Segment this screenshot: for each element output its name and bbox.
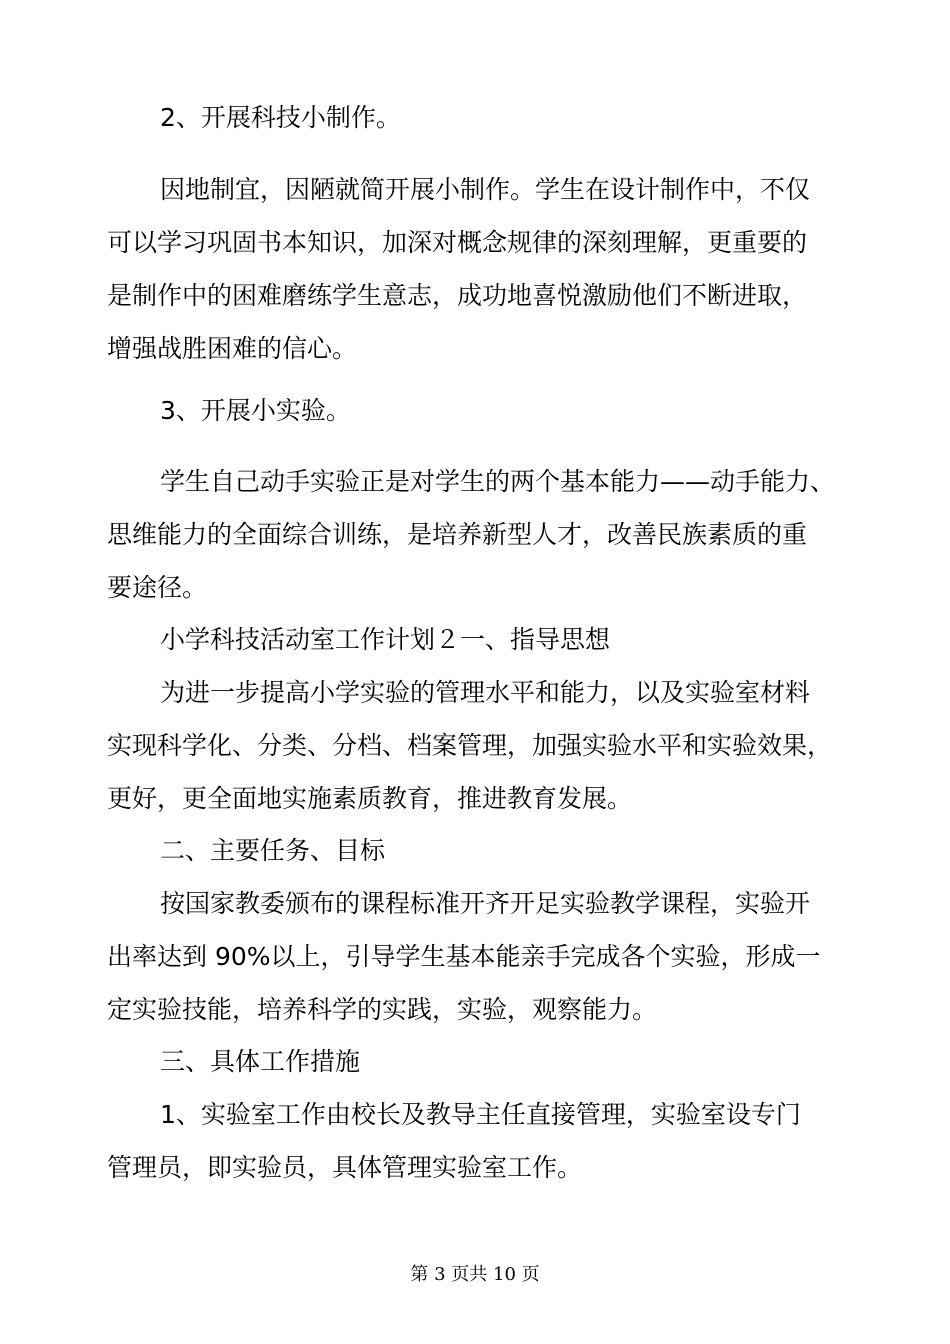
paragraph-line: 定实验技能，培养科学的实践，实验，观察能力。 bbox=[107, 995, 658, 1024]
page-number-footer: 第 3 页共 10 页 bbox=[410, 1264, 540, 1285]
paragraph-line: 按国家教委颁布的课程标准开齐开足实验教学课程，实验开 bbox=[160, 889, 811, 918]
paragraph-line: 因地制宜，因陋就简开展小制作。学生在设计制作中，不仅 bbox=[160, 175, 811, 204]
paragraph-line: 可以学习巩固书本知识，加深对概念规律的深刻理解，更重要的 bbox=[107, 228, 808, 257]
paragraph-line: 思维能力的全面综合训练，是培养新型人才，改善民族素质的重 bbox=[107, 520, 808, 549]
paragraph-line: 增强战胜困难的信心。 bbox=[107, 334, 358, 363]
section-title-main-tasks: 二、主要任务、目标 bbox=[160, 836, 386, 865]
paragraph-line: 学生自己动手实验正是对学生的两个基本能力——动手能力、 bbox=[160, 467, 836, 496]
paragraph-line: 管理员，即实验员，具体管理实验室工作。 bbox=[107, 1153, 583, 1182]
paragraph-line: 实现科学化、分类、分档、档案管理，加强实验水平和实验效果， bbox=[107, 731, 833, 760]
paragraph-line: 1、实验室工作由校长及教导主任直接管理，实验室设专门 bbox=[160, 1100, 801, 1129]
paragraph-line: 是制作中的困难磨练学生意志，成功地喜悦激励他们不断进取， bbox=[107, 281, 808, 310]
paragraph-line: 出率达到 90%以上，引导学生基本能亲手完成各个实验，形成一 bbox=[107, 942, 821, 971]
heading-3-small-experiments: 3、开展小实验。 bbox=[160, 396, 351, 425]
paragraph-line: 更好，更全面地实施素质教育，推进教育发展。 bbox=[107, 784, 633, 813]
heading-2-science-craft: 2、开展科技小制作。 bbox=[160, 103, 401, 132]
section-title-work-measures: 三、具体工作措施 bbox=[160, 1047, 361, 1076]
section-title-guiding-thought: 小学科技活动室工作计划２一、指导思想 bbox=[160, 625, 611, 654]
paragraph-line: 要途径。 bbox=[107, 573, 208, 602]
paragraph-line: 为进一步提高小学实验的管理水平和能力，以及实验室材料 bbox=[160, 678, 811, 707]
